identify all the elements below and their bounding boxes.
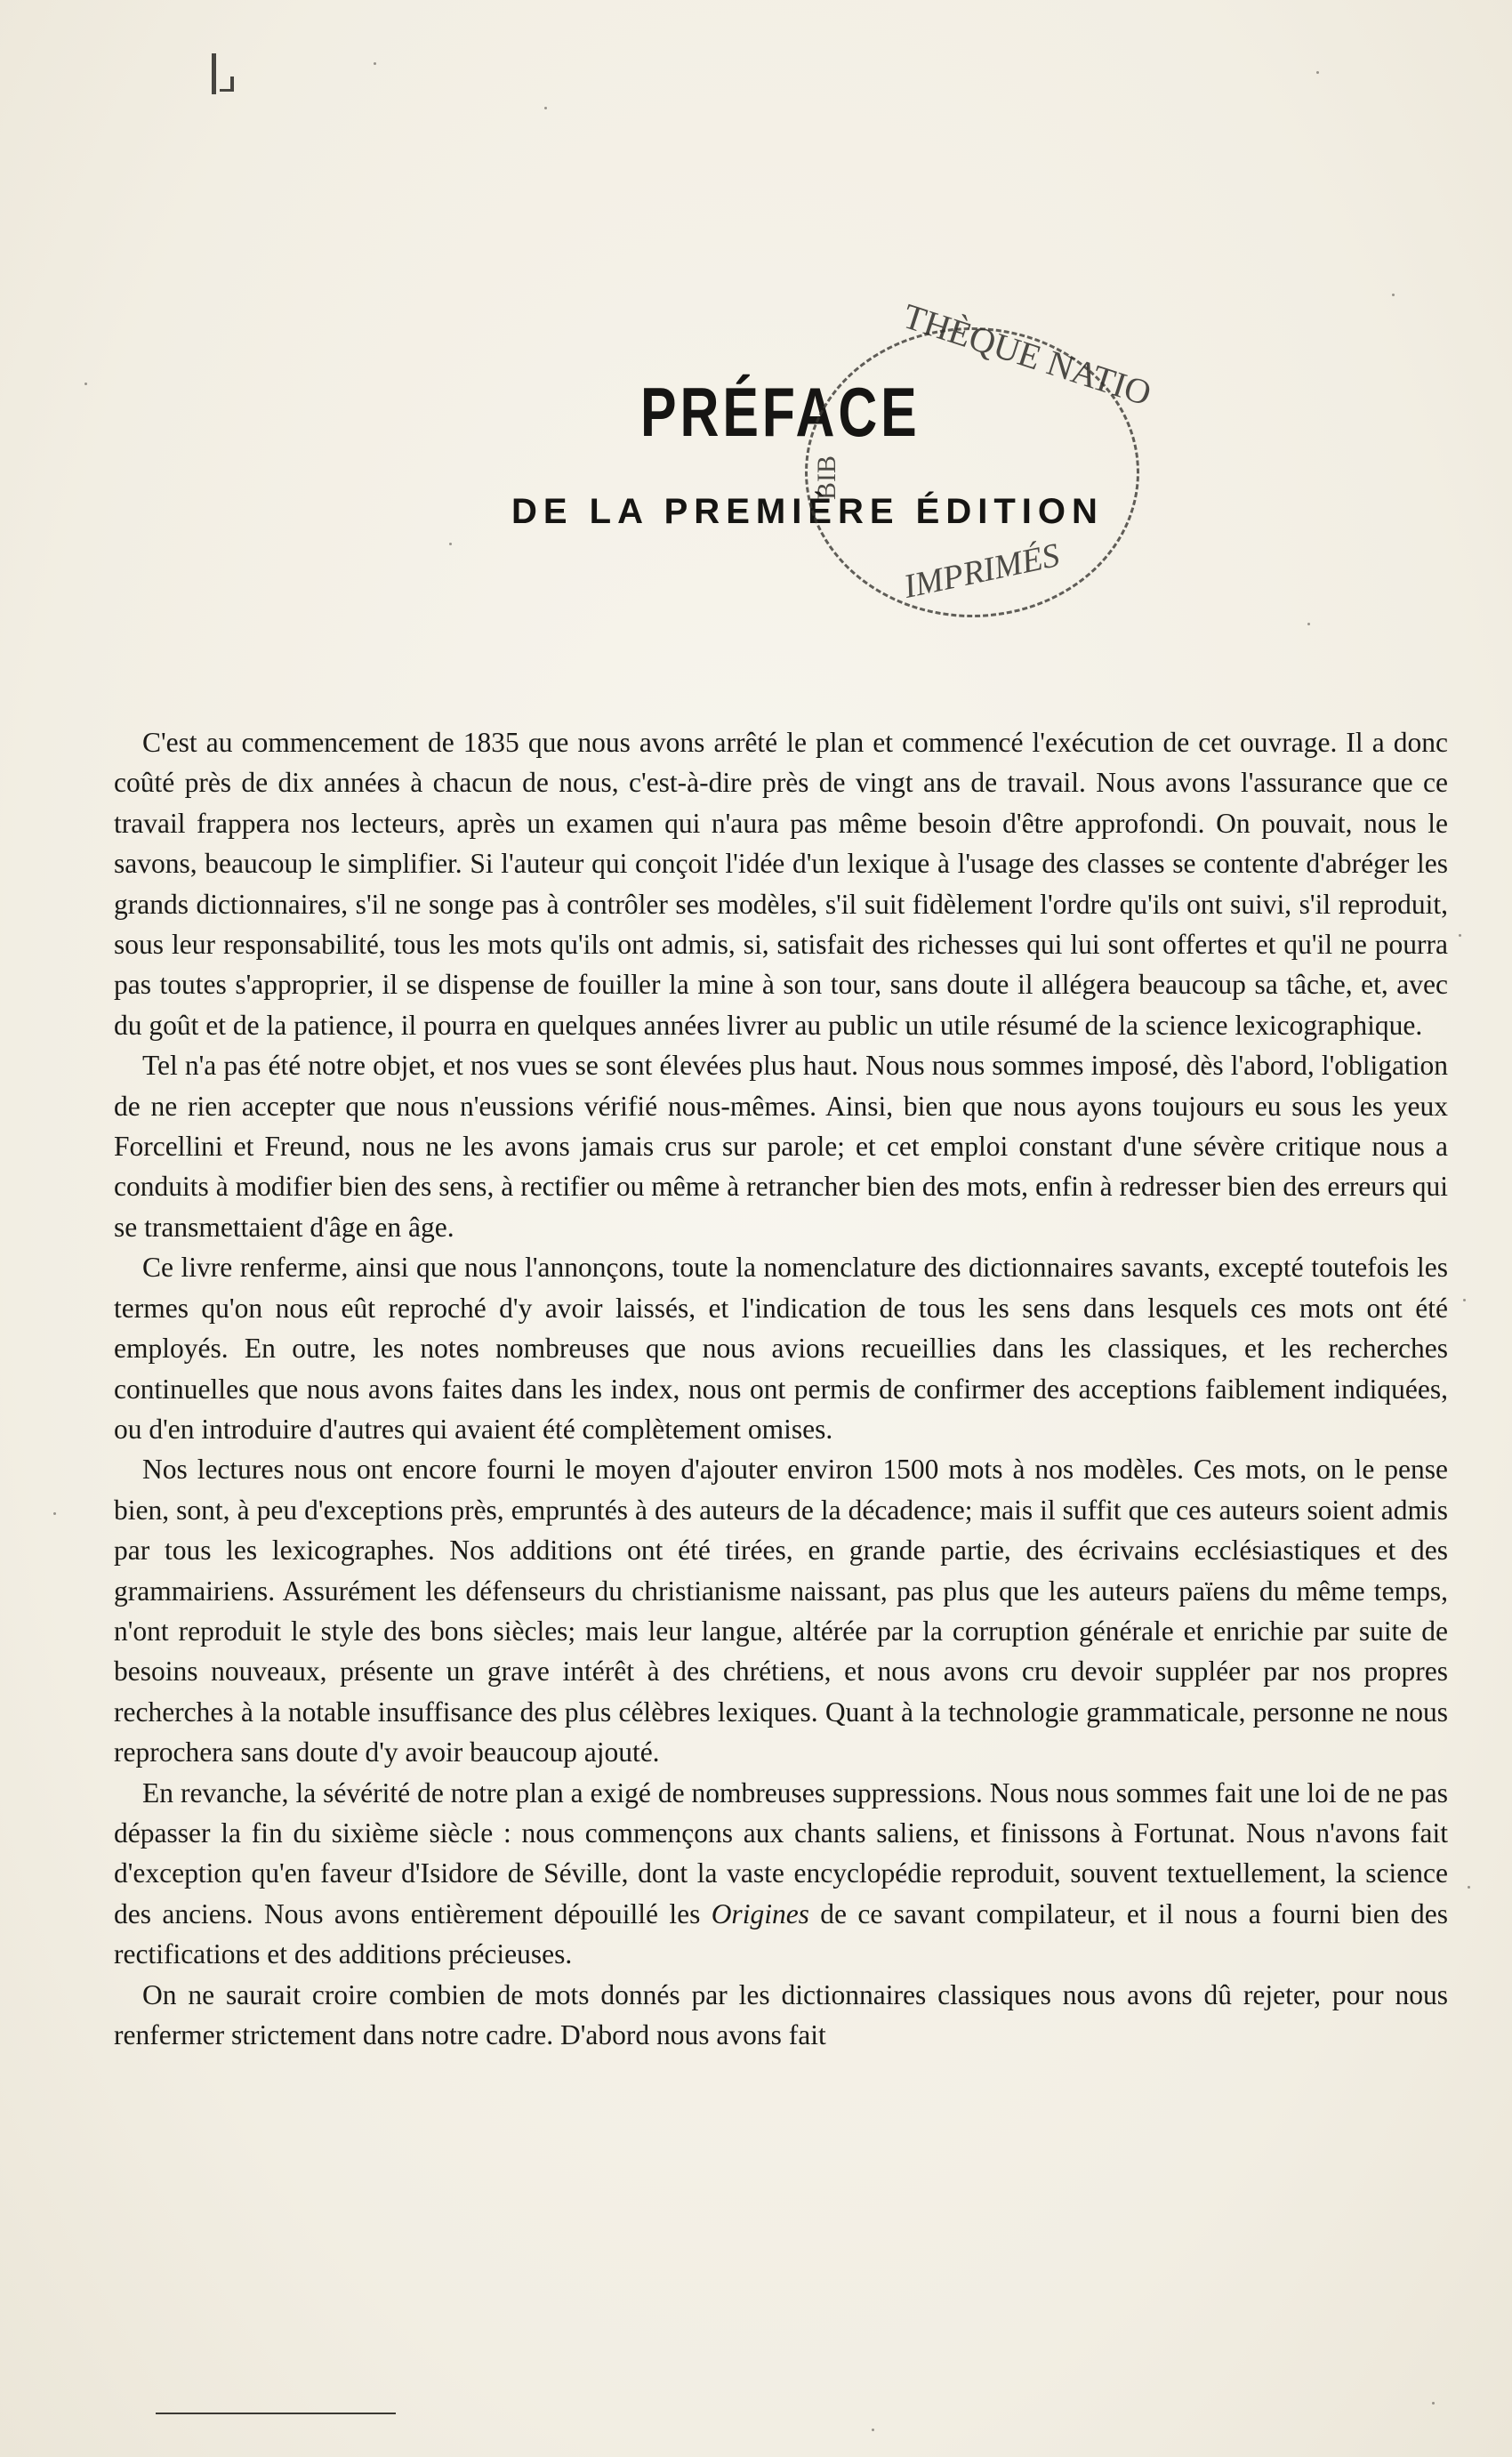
- paragraph: On ne saurait croire combien de mots donnés par les dictionnaires classiques nous avons dû rejeter, pour nous renfermer strictement dans notre cadre. D'abord nous avons fait: [114, 1978, 1448, 2050]
- footer-rule: [156, 2413, 396, 2414]
- paragraph-text: de ce savant compilateur, et il nous a fourni bien des rectifications et des additions précieuses.: [114, 1897, 1448, 1970]
- paragraph: Tel n'a pas été notre objet, et nos vues se sont élevées plus haut. Nous nous sommes imposé, dès l'abord, l'obligation de ne rien accepter que nous n'eussions vérifié nous-mêmes. Ainsi, bien que nous ayons toujours eu sous les yeux Forcellini et Freund, nous ne les avons jamais crus sur parole; et cet emploi constant d'une sévère critique nous a conduits à modifier bien des sens, à rectifier ou même à retrancher bien des mots, enfin à redresser bien des erreurs qui se transmettaient d'âge en âge.: [114, 1050, 1448, 1243]
- library-stamp-left-text: BIB: [812, 455, 842, 501]
- paragraph-text: En revanche, la sévérité de notre plan a exigé de nombreuses suppressions. Nous nous sommes fait une loi de ne pas dépasser la fin du sixième siècle : nous commençons aux chants saliens, et finissons à Fortunat. Nous n'avons fait d'exception qu'en faveur d'Isidore de Séville, dont la vaste encyclopédie reproduit, souvent textuellement, la science des anciens. Nous avons entièrement dépouillé les: [114, 1776, 1448, 1929]
- preface-body: [114, 722, 1448, 2055]
- ink-mark: [212, 53, 236, 94]
- paragraph: [114, 1773, 1448, 1975]
- paragraph: Ce livre renferme, ainsi que nous l'annonçons, toute la nomenclature des dictionnaires savants, excepté toutefois les termes qu'on nous eût reproché d'y avoir laissés, et l'indication de tous les sens dans lesquels ces mots ont été employés. En outre, les notes nombreuses que nous avions recueillies dans les classiques, et les recherches continuelles que nous avons faites dans les index, nous ont permis de confirmer des acceptions faiblement indiquées, ou d'en introduire d'autres qui avaient été complètement omises.: [114, 1252, 1448, 1445]
- preface-title: PRÉFACE: [640, 373, 921, 451]
- paragraph: C'est au commencement de 1835 que nous avons arrêté le plan et commencé l'exécution de cet ouvrage. Il a donc coûté près de dix années à chacun de nous, c'est-à-dire près de vingt ans de travail. Nous avons l'assurance que ce travail frappera nos lecteurs, après un examen qui n'aura pas même besoin d'être approfondi. On pouvait, nous le savons, beaucoup le simplifier. Si l'auteur qui conçoit l'idée d'un lexique à l'usage des classes se contente d'abréger les grands dictionnaires, s'il ne songe pas à contrôler ses modèles, s'il suit fidèlement l'ordre qu'ils ont suivi, s'il reproduit, sous leur responsabilité, tous les mots qu'ils ont admis, si, satisfait des richesses qui lui sont offertes et qu'il ne pourra pas toutes s'approprier, il se dispense de fouiller la mine à son tour, sans doute il allégera beaucoup sa tâche, et, avec du goût et de la patience, il pourra en quelques années livrer au public un utile résumé de la science lexicographique.: [114, 727, 1448, 1041]
- preface-subtitle: DE LA PREMIÈRE ÉDITION: [511, 492, 1104, 531]
- library-stamp-bottom-text: IMPRIMÉS: [900, 536, 1063, 606]
- book-title: Origines: [711, 1897, 809, 1929]
- library-stamp-top-text: THÈQUE NATIO: [898, 295, 1156, 414]
- paragraph: Nos lectures nous ont encore fourni le moyen d'ajouter environ 1500 mots à nos modèles. Ces mots, on le pense bien, sont, à peu d'exceptions près, empruntés à des auteurs de la décadence; mais il suffit que ces auteurs soient admis par tous les lexicographes. Nos additions ont été tirées, en grande partie, des écrivains ecclésiastiques et des grammairiens. Assurément les défenseurs du christianisme naissant, pas plus que les auteurs païens du même temps, n'ont reproduit le style des bons siècles; mais leur langue, altérée par la corruption générale et enrichie par suite de besoins nouveaux, présente un grave intérêt à des chrétiens, et nous avons cru devoir suppléer par nos propres recherches à la notable insuffisance des plus célèbres lexiques. Quant à la technologie grammaticale, personne ne nous reprochera sans doute d'y avoir beaucoup ajouté.: [114, 1454, 1448, 1768]
